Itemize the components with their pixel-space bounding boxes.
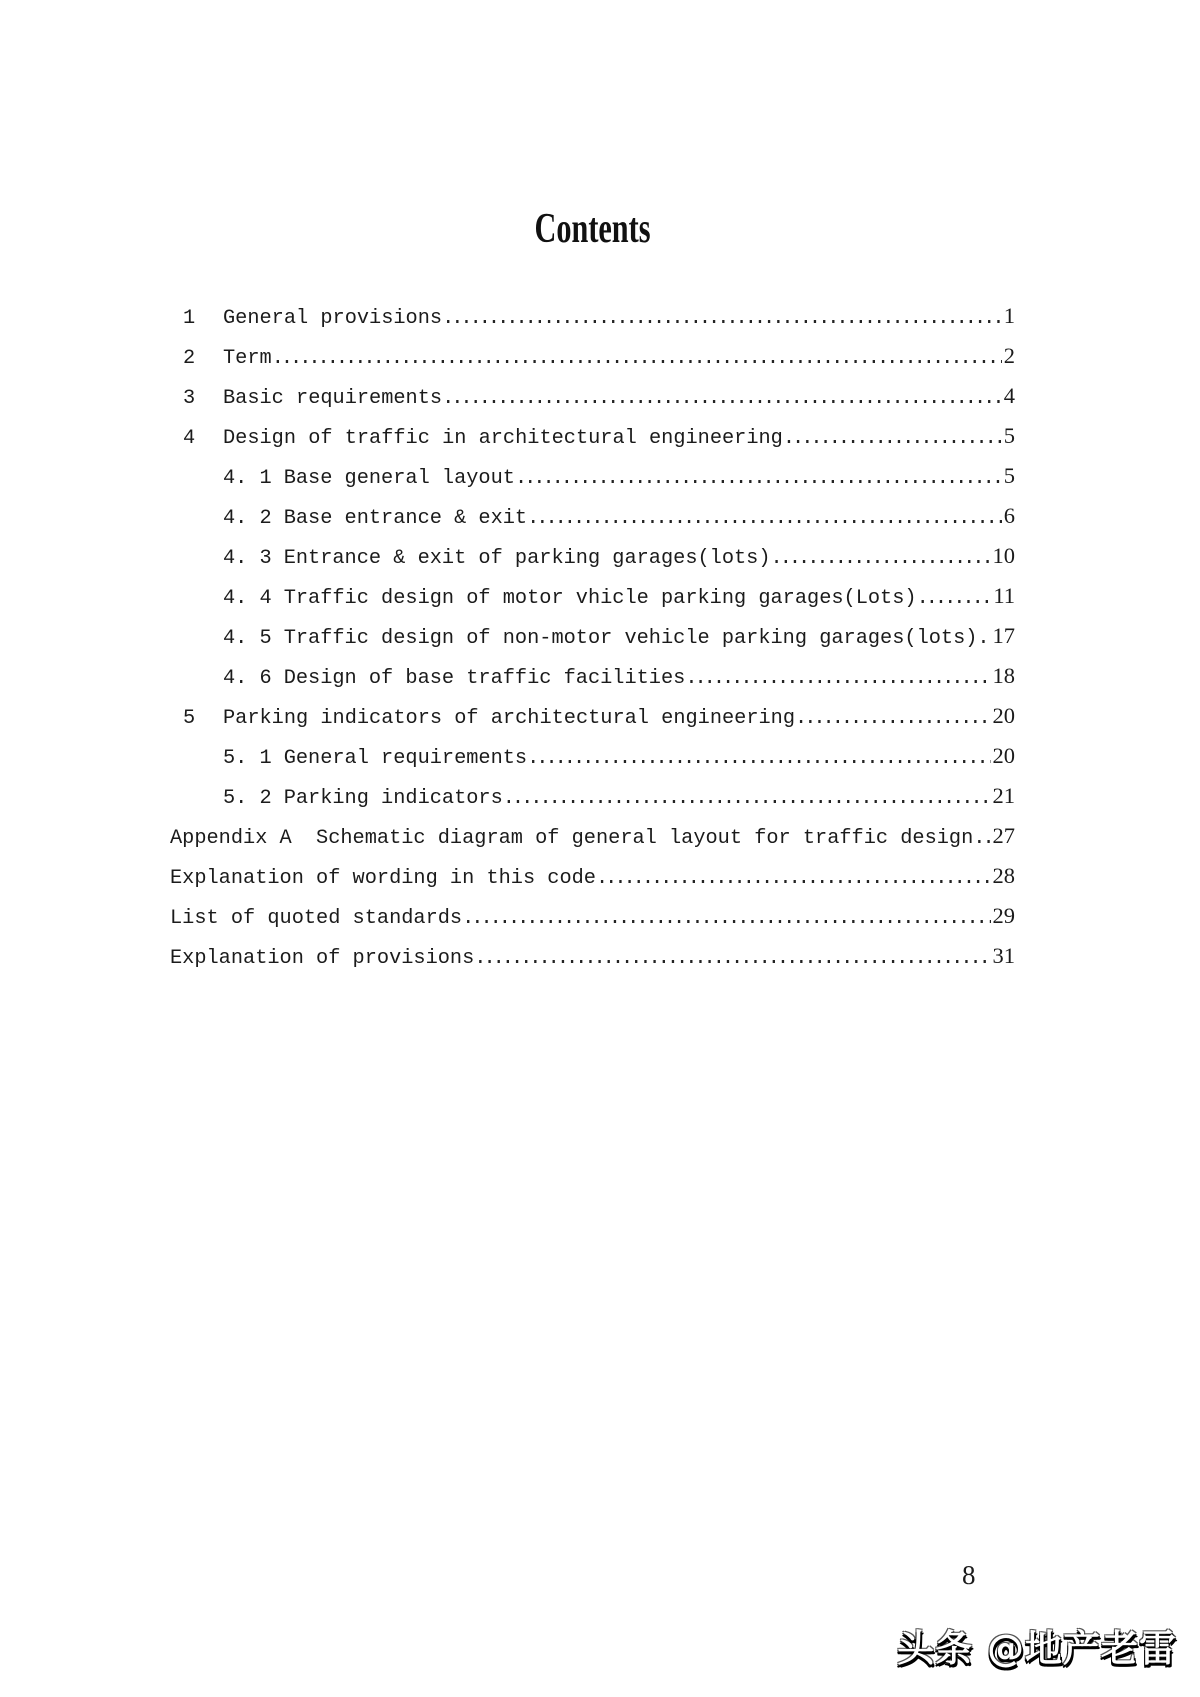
toc-entry-number: 3 [183, 387, 196, 410]
toc-entry [170, 456, 1015, 496]
toc-entry-page-number: 21 [992, 783, 1015, 808]
toc-entry-label: Appendix A Schematic diagram of general layout for traffic design [170, 827, 974, 850]
toc-entry-number: 4. 6 [223, 667, 272, 690]
toc-entry-page-number: 5 [1003, 423, 1015, 448]
toc-entry-number: 5 [183, 707, 196, 730]
dot-leader [527, 499, 1002, 539]
content-column [170, 0, 1015, 1697]
toc-entry [170, 296, 1015, 336]
dot-leader [973, 819, 990, 859]
toc-entry-number: 4. 3 [223, 547, 272, 570]
toc-entry-label: Design of traffic in architectural engineering [223, 427, 783, 450]
toc-entry-page-number: 2 [1003, 343, 1015, 368]
folio-page-number: 8 [962, 1560, 976, 1590]
dot-leader [977, 619, 990, 659]
dot-leader [917, 579, 992, 619]
toc-entry-number: 4 [183, 427, 196, 450]
dot-leader [771, 539, 991, 579]
page-title [170, 206, 1015, 252]
dot-leader [503, 779, 991, 819]
toc-entry-number: 5. 2 [223, 787, 272, 810]
toc-entry-label: Entrance & exit of parking garages(lots) [283, 547, 771, 570]
toc-entry-number: 5. 1 [223, 747, 272, 770]
toc-entry [170, 696, 1015, 736]
toc-entry-label: Explanation of wording in this code [170, 867, 596, 890]
toc-entry-label: Basic requirements [223, 387, 443, 410]
toc-entry-page-number: 17 [992, 623, 1015, 648]
toc-entry [170, 896, 1015, 936]
toc-entry-number: 2 [183, 347, 196, 370]
toc-list [170, 296, 1015, 976]
toc-entry-label: Parking indicators of architectural engineering [223, 707, 796, 730]
dot-leader [474, 939, 990, 979]
toc-entry-label: General provisions [223, 307, 443, 330]
toc-entry-page-number: 20 [992, 743, 1015, 768]
toc-entry-number: 4. 5 [223, 627, 272, 650]
toc-entry [170, 736, 1015, 776]
dot-leader [442, 299, 1002, 339]
dot-leader [596, 859, 991, 899]
toc-entry-label: Base entrance & exit [283, 507, 528, 530]
dot-leader [783, 419, 1002, 459]
toc-entry-label: Base general layout [283, 467, 515, 490]
dot-leader [685, 659, 990, 699]
toc-entry-page-number: 20 [992, 703, 1015, 728]
toc-entry [170, 496, 1015, 536]
page-title-text: Contents [534, 206, 651, 252]
toc-entry [170, 336, 1015, 376]
toc-entry-label: Traffic design of non-motor vehicle parking garages(lots) [283, 627, 978, 650]
toc-entry-label: Parking indicators [283, 787, 503, 810]
toc-entry [170, 616, 1015, 656]
dot-leader [515, 459, 1002, 499]
dot-leader [462, 899, 990, 939]
toc-entry [170, 816, 1015, 856]
toc-entry-page-number: 18 [992, 663, 1015, 688]
toc-entry-label: General requirements [283, 747, 528, 770]
dot-leader [442, 379, 1002, 419]
toc-entry [170, 576, 1015, 616]
toc-entry [170, 856, 1015, 896]
toc-entry-label: Term [223, 347, 272, 370]
toc-entry [170, 376, 1015, 416]
toc-entry-page-number: 29 [992, 903, 1015, 928]
toc-entry-number: 4. 1 [223, 467, 272, 490]
toc-entry-page-number: 4 [1003, 383, 1015, 408]
watermark: 头条 @地产老雷 [897, 1627, 1177, 1670]
toc-entry-number: 4. 2 [223, 507, 272, 530]
dot-leader [795, 699, 990, 739]
toc-entry-page-number: 6 [1003, 503, 1015, 528]
toc-entry-number: 1 [183, 307, 196, 330]
toc-entry-page-number: 28 [992, 863, 1015, 888]
toc-entry-page-number: 1 [1003, 303, 1015, 328]
toc-entry-label: Design of base traffic facilities [283, 667, 686, 690]
dot-leader [527, 739, 990, 779]
toc-entry [170, 416, 1015, 456]
toc-entry-page-number: 27 [992, 823, 1015, 848]
toc-entry-label: Traffic design of motor vhicle parking garages(Lots) [283, 587, 917, 610]
toc-entry-page-number: 11 [993, 583, 1015, 608]
toc-entry-label: Explanation of provisions [170, 947, 475, 970]
toc-entry-page-number: 10 [992, 543, 1015, 568]
toc-entry-page-number: 31 [992, 943, 1015, 968]
toc-entry-page-number: 5 [1003, 463, 1015, 488]
dot-leader [272, 339, 1002, 379]
toc-entry-label: List of quoted standards [170, 907, 463, 930]
toc-entry [170, 536, 1015, 576]
toc-entry [170, 656, 1015, 696]
toc-entry-number: 4. 4 [223, 587, 272, 610]
toc-entry [170, 936, 1015, 976]
toc-entry [170, 776, 1015, 816]
